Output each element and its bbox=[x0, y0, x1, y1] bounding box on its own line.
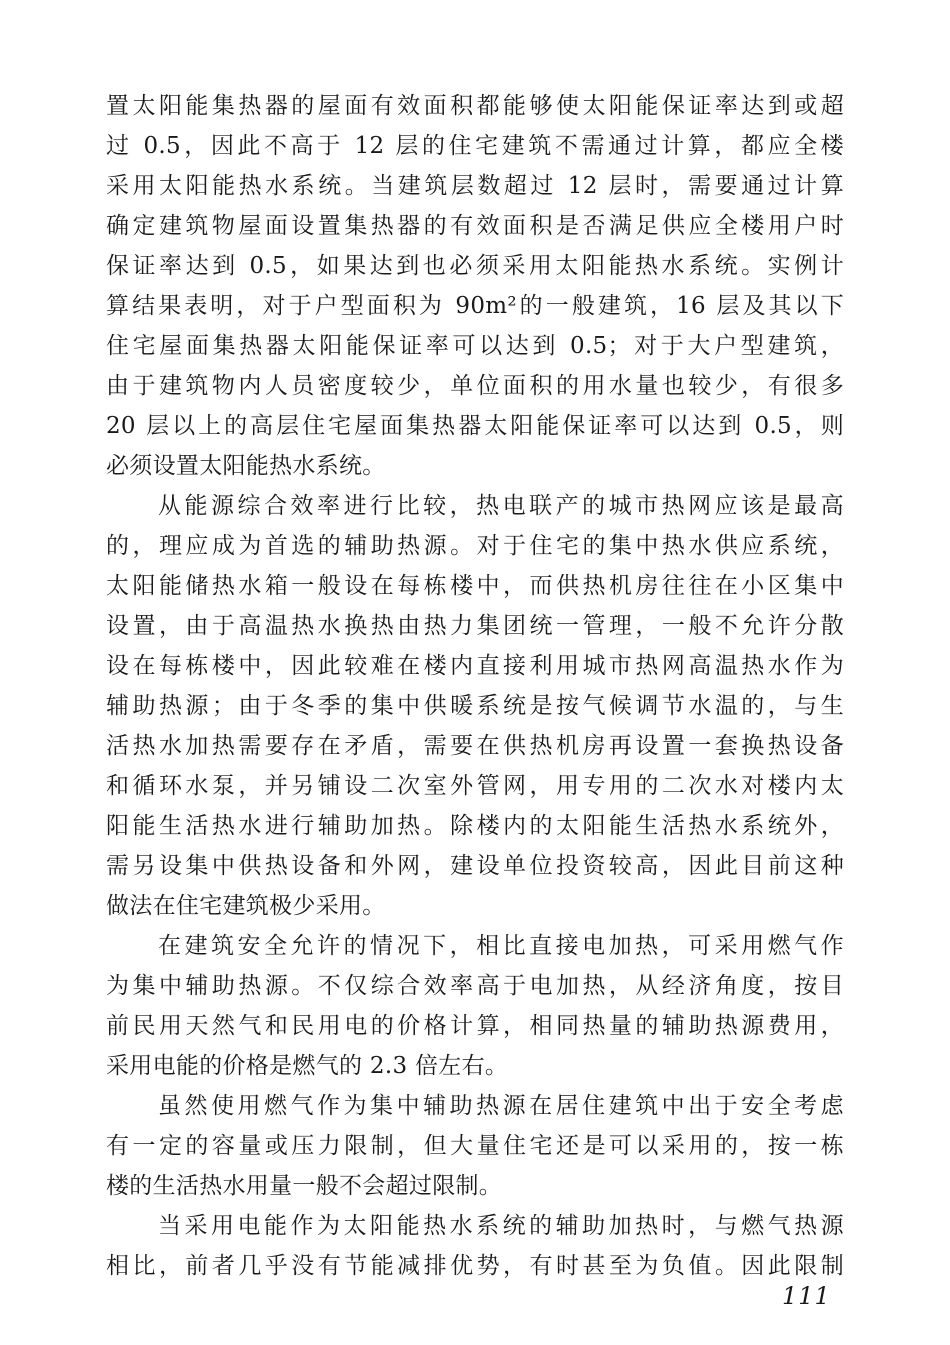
text-line: 设置，由于高温热水换热由热力集团统一管理，一般不允许分散 bbox=[106, 613, 844, 639]
text-line: 由于建筑物内人员密度较少，单位面积的用水量也较少，有很多 bbox=[106, 373, 844, 399]
text-line: 太阳能储热水箱一般设在每栋楼中，而供热机房往往在小区集中 bbox=[106, 573, 844, 599]
text-line: 需另设集中供热设备和外网，建设单位投资较高，因此目前这种 bbox=[106, 853, 844, 879]
text-line: 前民用天然气和民用电的价格计算，相同热量的辅助热源费用， bbox=[106, 1013, 844, 1039]
text-line: 阳能生活热水进行辅助加热。除楼内的太阳能生活热水系统外， bbox=[106, 813, 844, 839]
page-number: 111 bbox=[782, 1282, 831, 1310]
text-line: 过 0.5，因此不高于 12 层的住宅建筑不需通过计算，都应全楼 bbox=[106, 133, 844, 159]
text-line: 虽然使用燃气作为集中辅助热源在居住建筑中出于安全考虑 bbox=[158, 1093, 844, 1119]
text-line: 有一定的容量或压力限制，但大量住宅还是可以采用的，按一栋 bbox=[106, 1133, 844, 1159]
text-line: 从能源综合效率进行比较，热电联产的城市热网应该是最高 bbox=[158, 493, 844, 519]
text-line: 在建筑安全允许的情况下，相比直接电加热，可采用燃气作 bbox=[158, 933, 844, 959]
text-line: 20 层以上的高层住宅屋面集热器太阳能保证率可以达到 0.5，则 bbox=[106, 413, 844, 439]
text-line: 辅助热源；由于冬季的集中供暖系统是按气候调节水温的，与生 bbox=[106, 693, 844, 719]
body-text bbox=[106, 86, 844, 1286]
text-line: 的，理应成为首选的辅助热源。对于住宅的集中热水供应系统， bbox=[106, 533, 844, 559]
text-line: 当采用电能作为太阳能热水系统的辅助加热时，与燃气热源 bbox=[158, 1213, 844, 1239]
text-line: 确定建筑物屋面设置集热器的有效面积是否满足供应全楼用户时 bbox=[106, 213, 844, 239]
text-line: 为集中辅助热源。不仅综合效率高于电加热，从经济角度，按目 bbox=[106, 973, 844, 999]
text-line: 活热水加热需要存在矛盾，需要在供热机房再设置一套换热设备 bbox=[106, 733, 844, 759]
text-line: 相比，前者几乎没有节能减排优势，有时甚至为负值。因此限制 bbox=[106, 1253, 844, 1279]
text-line: 做法在住宅建筑极少采用。 bbox=[106, 893, 386, 919]
text-line: 采用电能的价格是燃气的 2.3 倍左右。 bbox=[106, 1053, 509, 1079]
text-line: 必须设置太阳能热水系统。 bbox=[106, 453, 386, 479]
text-line: 置太阳能集热器的屋面有效面积都能够使太阳能保证率达到或超 bbox=[106, 93, 844, 119]
text-line: 住宅屋面集热器太阳能保证率可以达到 0.5；对于大户型建筑， bbox=[106, 333, 844, 359]
text-line: 和循环水泵，并另铺设二次室外管网，用专用的二次水对楼内太 bbox=[106, 773, 844, 799]
text-line: 设在每栋楼中，因此较难在楼内直接利用城市热网高温热水作为 bbox=[106, 653, 844, 679]
text-line: 采用太阳能热水系统。当建筑层数超过 12 层时，需要通过计算 bbox=[106, 173, 844, 199]
text-line: 楼的生活热水用量一般不会超过限制。 bbox=[106, 1173, 503, 1199]
text-line: 保证率达到 0.5，如果达到也必须采用太阳能热水系统。实例计 bbox=[106, 253, 844, 279]
text-line: 算结果表明，对于户型面积为 90m²的一般建筑，16 层及其以下 bbox=[106, 293, 844, 319]
